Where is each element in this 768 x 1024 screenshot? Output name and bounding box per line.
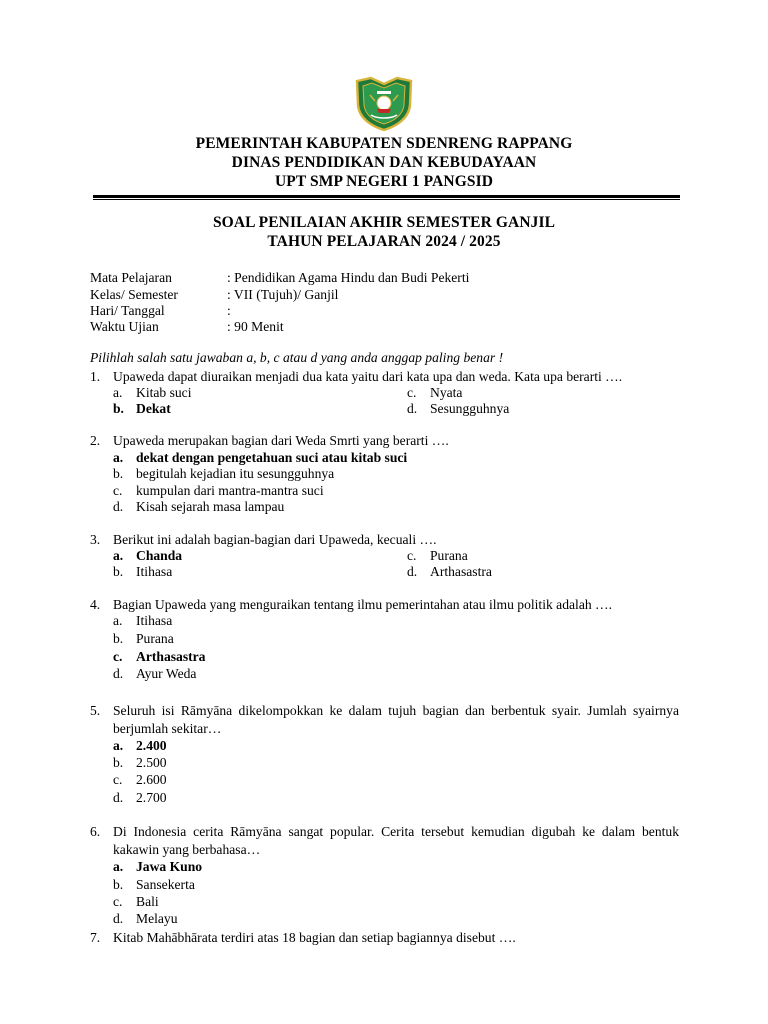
option-text: Nyata [430, 385, 463, 400]
option-text: Arthasastra [430, 564, 492, 579]
option-letter: c. [113, 772, 123, 787]
option-text: kumpulan dari mantra-mantra suci [136, 483, 324, 498]
question-number: 1. [90, 369, 101, 384]
option-text: Itihasa [136, 564, 173, 579]
option-text: Bali [136, 894, 159, 909]
option-text: 2.600 [136, 772, 167, 787]
option-letter: c. [113, 894, 123, 909]
option-letter: d. [407, 564, 418, 579]
option-letter: d. [407, 401, 418, 416]
question-number: 7. [90, 930, 101, 945]
meta-value: : 90 Menit [227, 319, 284, 334]
option-text: Ayur Weda [136, 666, 197, 681]
meta-label: Mata Pelajaran [90, 270, 172, 285]
meta-label: Hari/ Tanggal [90, 303, 165, 318]
option-letter: b. [113, 631, 124, 646]
exam-title: SOAL PENILAIAN AKHIR SEMESTER GANJIL [212, 214, 556, 231]
question-number: 5. [90, 703, 101, 718]
option-letter: c. [407, 548, 417, 563]
option-letter: a. [113, 859, 124, 874]
option-letter: b. [113, 466, 124, 481]
option-letter: d. [113, 666, 124, 681]
header-rule-thin [93, 199, 680, 200]
option-text: Jawa Kuno [136, 859, 203, 874]
question-text: Kitab Mahābhārata terdiri atas 18 bagian dan setiap bagiannya disebut …. [113, 930, 516, 945]
option-text: Arthasastra [136, 649, 206, 664]
header-rule-thick [93, 195, 680, 198]
option-letter: b. [113, 564, 124, 579]
school-name: UPT SMP NEGERI 1 PANGSID [275, 173, 493, 190]
option-text: Melayu [136, 911, 178, 926]
option-letter: b. [113, 401, 124, 416]
option-text: Itihasa [136, 613, 173, 628]
question-number: 3. [90, 532, 101, 547]
option-text: Kitab suci [136, 385, 192, 400]
meta-label: Waktu Ujian [90, 319, 159, 334]
option-text: Kisah sejarah masa lampau [136, 499, 285, 514]
question-number: 6. [90, 824, 101, 839]
option-letter: b. [113, 877, 124, 892]
option-text: dekat dengan pengetahuan suci atau kitab suci [136, 450, 408, 465]
option-letter: c. [407, 385, 417, 400]
option-letter: a. [113, 613, 123, 628]
department-name: DINAS PENDIDIKAN DAN KEBUDAYAAN [231, 154, 537, 171]
regency-emblem-logo [353, 75, 415, 131]
question-text: Di Indonesia cerita Rāmyāna sangat popular. Cerita tersebut kemudian digubah ke dalam bentuk kakawin yang berbahasa… [113, 824, 679, 857]
option-text: begitulah kejadian itu sesungguhnya [136, 466, 335, 481]
meta-value: : [227, 303, 231, 318]
option-letter: a. [113, 548, 124, 563]
option-letter: b. [113, 755, 124, 770]
option-text: 2.500 [136, 755, 167, 770]
question-text: Berikut ini adalah bagian-bagian dari Upaweda, kecuali …. [113, 532, 437, 547]
question-text: Upaweda dapat diuraikan menjadi dua kata yaitu dari kata upa dan weda. Kata upa berarti …. [113, 369, 623, 384]
question-number: 2. [90, 433, 101, 448]
government-name: PEMERINTAH KABUPATEN SDENRENG RAPPANG [195, 135, 573, 152]
meta-value: : Pendidikan Agama Hindu dan Budi Pekerti [227, 270, 470, 285]
option-letter: c. [113, 649, 123, 664]
question-number: 4. [90, 597, 101, 612]
meta-value: : VII (Tujuh)/ Ganjil [227, 287, 339, 302]
option-text: Purana [430, 548, 468, 563]
option-letter: c. [113, 483, 123, 498]
option-letter: a. [113, 738, 124, 753]
academic-year: TAHUN PELAJARAN 2024 / 2025 [267, 233, 501, 250]
option-text: Chanda [136, 548, 183, 563]
meta-label: Kelas/ Semester [90, 287, 178, 302]
option-letter: a. [113, 385, 123, 400]
option-text: 2.700 [136, 790, 167, 805]
option-letter: d. [113, 790, 124, 805]
option-letter: a. [113, 450, 124, 465]
question-text: Bagian Upaweda yang menguraikan tentang ilmu pemerintahan atau ilmu politik adalah …. [113, 597, 613, 612]
option-text: 2.400 [136, 738, 167, 753]
option-text: Sansekerta [136, 877, 195, 892]
option-text: Sesungguhnya [430, 401, 510, 416]
question-text: Upaweda merupakan bagian dari Weda Smrti yang berarti …. [113, 433, 449, 448]
option-text: Purana [136, 631, 174, 646]
option-letter: d. [113, 911, 124, 926]
option-text: Dekat [136, 401, 171, 416]
option-letter: d. [113, 499, 124, 514]
question-text: Seluruh isi Rāmyāna dikelompokkan ke dalam tujuh bagian dan berbentuk syair. Jumlah syairnya berjumlah sekitar… [113, 703, 679, 736]
instruction-text: Pilihlah salah satu jawaban a, b, c atau d yang anda anggap paling benar ! [90, 350, 504, 365]
